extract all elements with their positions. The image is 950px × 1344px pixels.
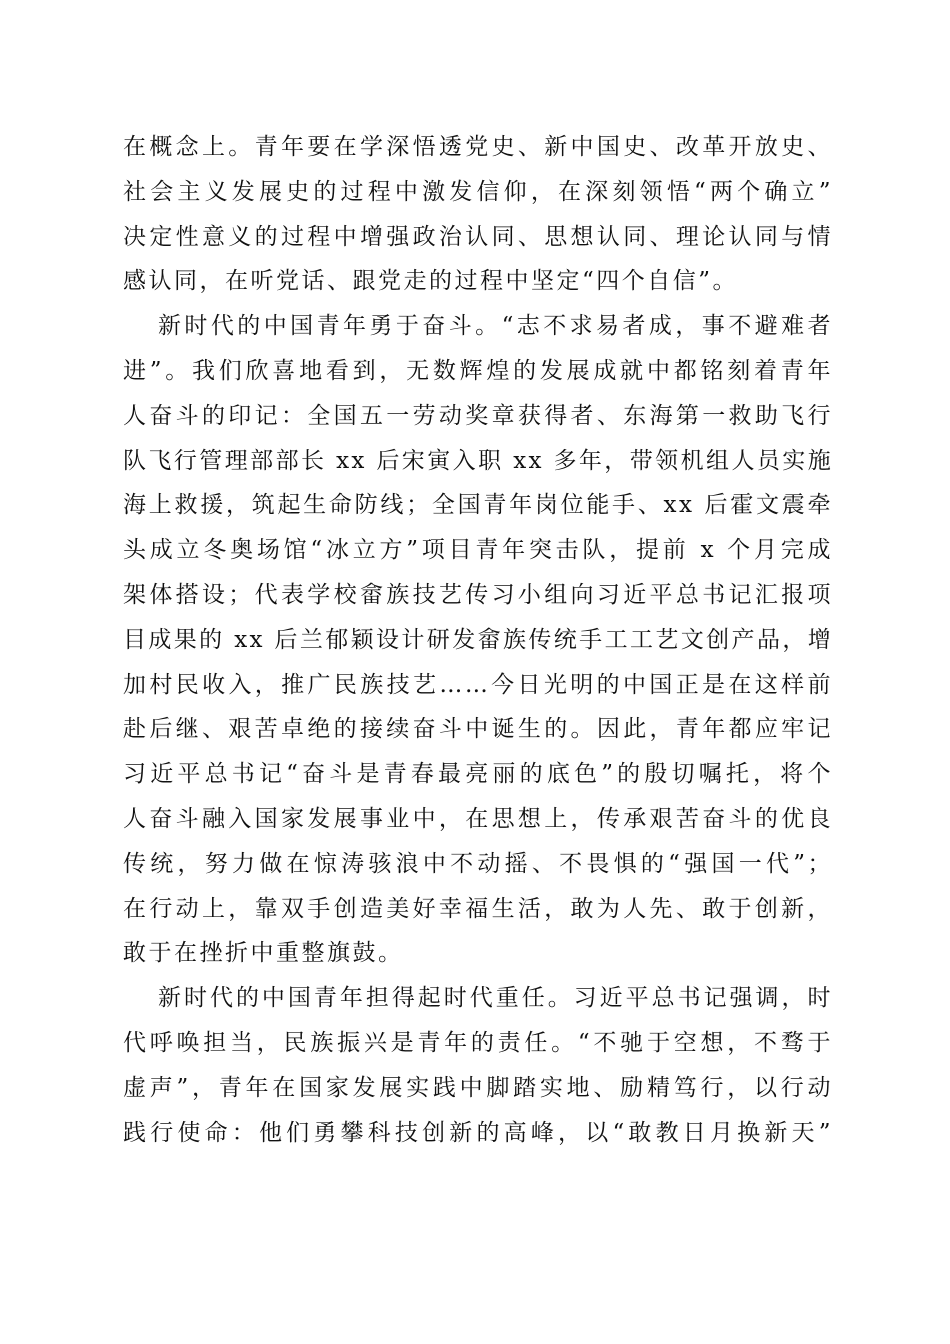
text-line: 社会主义发展史的过程中激发信仰，在深刻领悟“两个确立”: [123, 178, 833, 205]
text-line: 进”。我们欣喜地看到，无数辉煌的发展成就中都铭刻着青年: [123, 357, 833, 384]
text-line: 加村民收入，推广民族技艺……今日光明的中国正是在这样前: [123, 671, 833, 698]
text-line: 头成立冬奥场馆“冰立方”项目青年突击队，提前 x 个月完成: [123, 537, 833, 564]
text-line: 践行使命：他们勇攀科技创新的高峰，以“敢教日月换新天”: [123, 1119, 833, 1146]
text-line: 架体搭设；代表学校畲族技艺传习小组向习近平总书记汇报项: [123, 581, 833, 608]
text-line: 虚声”，青年在国家发展实践中脚踏实地、励精笃行，以行动: [123, 1074, 833, 1101]
text-line: 在概念上。青年要在学深悟透党史、新中国史、改革开放史、: [123, 134, 833, 160]
text-line: 海上救援，筑起生命防线；全国青年岗位能手、xx 后霍文震牵: [123, 492, 833, 519]
text-line: 人奋斗的印记：全国五一劳动奖章获得者、东海第一救助飞行: [123, 402, 833, 429]
paragraph-first-line: 新时代的中国青年勇于奋斗。“志不求易者成，事不避难者: [158, 313, 833, 340]
body-text: [123, 125, 833, 1155]
text-line: 习近平总书记“奋斗是青春最亮丽的底色”的殷切嘱托，将个: [123, 761, 833, 788]
text-line: 决定性意义的过程中增强政治认同、思想认同、理论认同与情: [123, 223, 833, 250]
text-line: 敢于在挫折中重整旗鼓。: [123, 940, 404, 967]
text-line: 感认同，在听党话、跟党走的过程中坚定“四个自信”。: [123, 268, 739, 295]
text-line: 目成果的 xx 后兰郁颖设计研发畲族传统手工工艺文创产品，增: [123, 626, 833, 653]
text-line: 队飞行管理部部长 xx 后宋寅入职 xx 多年，带领机组人员实施: [123, 447, 833, 474]
paragraph-first-line: 新时代的中国青年担得起时代重任。习近平总书记强调，时: [158, 985, 833, 1012]
text-line: 传统，努力做在惊涛骇浪中不动摇、不畏惧的“强国一代”；: [123, 850, 833, 877]
text-line: 在行动上，靠双手创造美好幸福生活，敢为人先、敢于创新，: [123, 895, 833, 922]
text-line: 人奋斗融入国家发展事业中，在思想上，传承艰苦奋斗的优良: [123, 805, 833, 832]
text-line: 代呼唤担当，民族振兴是青年的责任。“不驰于空想，不骛于: [123, 1029, 833, 1056]
text-line: 赴后继、艰苦卓绝的接续奋斗中诞生的。因此，青年都应牢记: [123, 716, 833, 743]
